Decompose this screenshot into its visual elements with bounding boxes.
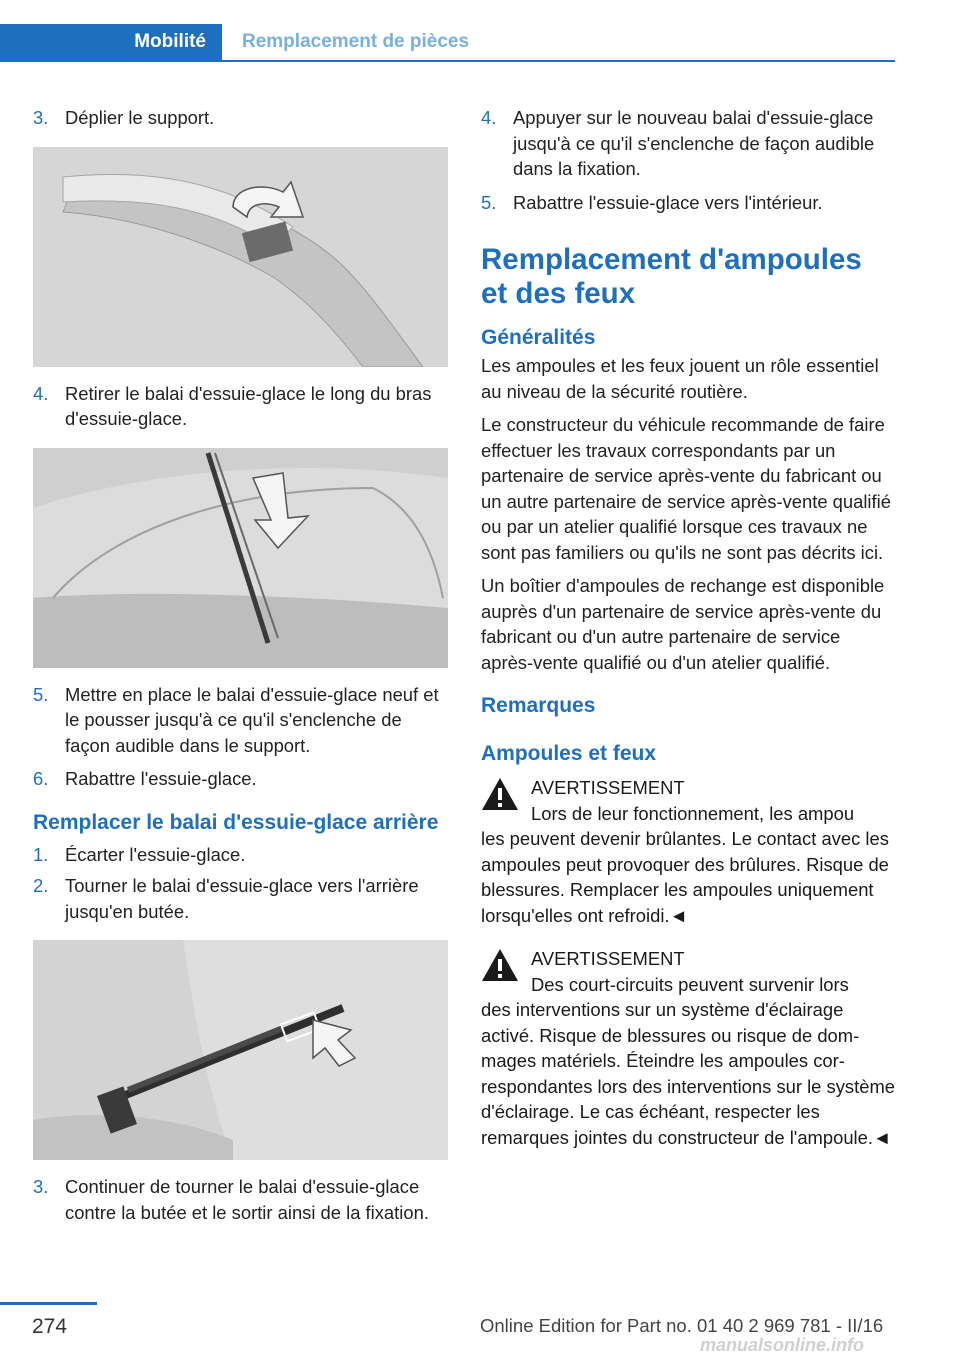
warning-text-first-line: Lors de leur fonctionnement, les ampou <box>531 802 855 824</box>
step-text: Rabattre l'essuie-glace. <box>65 768 257 789</box>
step-text: Appuyer sur le nouveau balai d'essuie-glace jusqu'à ce qu'il s'enclenche de façon audible dans la fixation. <box>513 107 875 179</box>
heading-bulb-replacement: Remplacement d'ampoules et des feux <box>481 243 862 310</box>
step-text: Mettre en place le balai d'essuie-glace neuf et le pousser jusqu'à ce qu'il s'enclenche de façon audible dans le support. <box>65 683 439 756</box>
figure-wiper-support <box>33 147 448 367</box>
heading-general: Généralités <box>481 326 596 349</box>
footer-rule <box>0 1302 97 1305</box>
step-2-rear <box>33 873 448 924</box>
section-tab-mobilite[interactable]: Mobilité <box>0 24 222 60</box>
page-header <box>0 24 895 62</box>
page-number: 274 <box>32 1315 68 1338</box>
heading-bulbs-lights: Ampoules et feux <box>481 742 657 765</box>
step-number: 1. <box>33 843 49 865</box>
paragraph-spare-box: Un boîtier d'ampoules de rechange est disponible auprès d'un partenaire de service après-vente du fabricant ou d'un autre partenaire de service après-vente qualifié ou d'un atelier qualifié. <box>481 575 885 673</box>
step-text: Retirer le balai d'essuie-glace le long du bras d'essuie-glace. <box>65 382 432 429</box>
warning-title: AVERTISSEMENT <box>531 777 685 798</box>
warning-body <box>481 972 896 1151</box>
rear-wiper-illustration <box>33 940 448 1160</box>
step-number: 4. <box>33 382 49 404</box>
warning-hot-bulbs <box>481 775 896 928</box>
step-number: 2. <box>33 875 49 896</box>
step-text: Tourner le balai d'essuie-glace vers l'arrière jusqu'en butée. <box>65 875 419 922</box>
warning-triangle-icon <box>481 777 519 811</box>
step-text: Déplier le support. <box>65 107 215 128</box>
step-number: 3. <box>33 1176 49 1197</box>
left-column <box>33 100 448 1225</box>
warning-text: les peuvent devenir brûlantes. Le contact avec les ampoules peut provoquer des brûlures. Risque de blessures. Remplacer les ampoules uniquement lorsqu'elles ont refroidi.◄ <box>481 828 889 926</box>
step-number: 5. <box>481 191 497 213</box>
step-3-unfold <box>33 105 448 131</box>
step-5-install-blade <box>33 682 448 759</box>
warning-triangle-icon <box>481 948 519 982</box>
paragraph-service: Le constructeur du véhicule recommande de faire effectuer les travaux correspondants par un partenaire de service après-vente du fabricant ou un autre partenaire de service après-vente qualifié ou par un atelier qualifié lorsque ces travaux ne sont pas familiers ou qu'ils ne sont pas décrits ici. <box>481 414 891 563</box>
header-rule <box>0 60 895 62</box>
step-number: 5. <box>33 683 49 705</box>
edition-note: Online Edition for Part no. 01 40 2 969 781 - II/16 <box>480 1315 884 1336</box>
warning-short-circuit <box>481 946 896 1150</box>
wiper-support-illustration <box>33 147 448 367</box>
step-text: Continuer de tourner le balai d'essuie-glace contre la butée et le sortir ainsi de la fixation. <box>65 1176 429 1223</box>
step-number: 3. <box>33 107 49 128</box>
site-watermark: manualsonline.info <box>700 1335 865 1355</box>
step-6-fold-back <box>33 766 448 792</box>
step-4-press-blade <box>481 105 896 182</box>
step-text: Écarter l'essuie-glace. <box>65 843 246 865</box>
paragraph-safety: Les ampoules et les feux jouent un rôle essentiel au niveau de la sécurité routière. <box>481 355 879 402</box>
warning-title: AVERTISSEMENT <box>531 948 685 969</box>
figure-windshield-wiper <box>33 448 448 668</box>
step-number: 4. <box>481 107 497 128</box>
step-3-rear-remove <box>33 1174 448 1225</box>
figure-rear-wiper <box>33 940 448 1160</box>
right-column <box>481 100 896 1150</box>
step-4-remove-blade <box>33 381 448 432</box>
warning-text-first-line: Des court-circuits peuvent survenir lors <box>531 973 849 995</box>
step-text: Rabattre l'essuie-glace vers l'intérieur. <box>513 191 823 213</box>
heading-remarks: Remarques <box>481 694 596 717</box>
step-5-fold-inward <box>481 190 896 216</box>
step-1-rear <box>33 842 448 868</box>
step-number: 6. <box>33 768 49 789</box>
section-tab-remplacement[interactable]: Remplacement de pièces <box>242 31 470 52</box>
heading-rear-wiper: Remplacer le balai d'essuie-glace arrière <box>33 810 439 834</box>
windshield-wiper-illustration <box>33 448 448 668</box>
warning-text: des interventions sur un système d'éclairage activé. Risque de blessures ou risque de dommages matériels. Éteindre les ampoules correspondantes lors des interventions sur le système d'éclairage. Le cas échéant, respecter les remarques jointes du constructeur de l'ampoule.◄ <box>481 999 895 1148</box>
warning-body <box>481 801 896 929</box>
